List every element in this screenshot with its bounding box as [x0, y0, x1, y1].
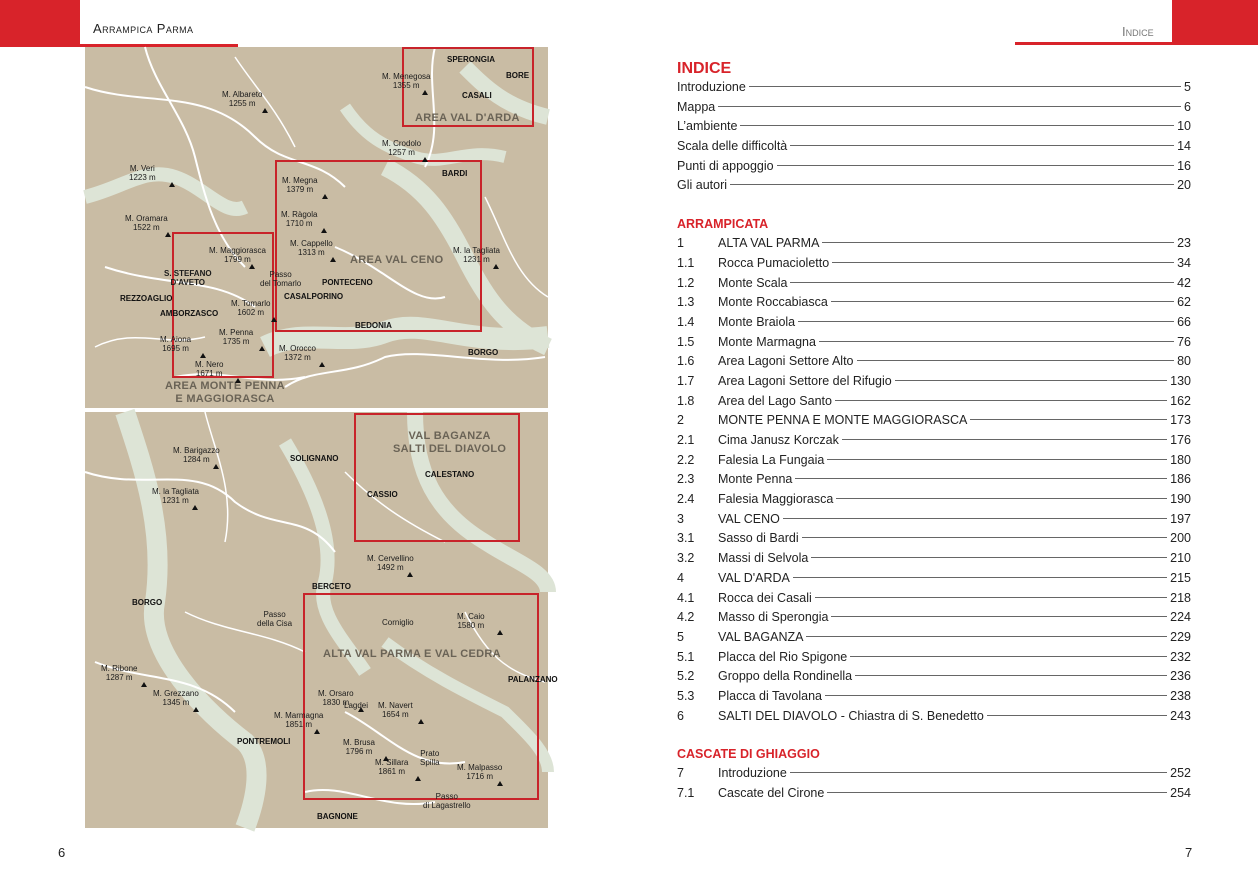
area-label-monte-penna: AREA MONTE PENNA E MAGGIORASCA: [165, 380, 285, 405]
peak-marker-icon: [330, 257, 336, 262]
toc-leader-line: [740, 125, 1174, 126]
peak-label: M. Veri 1223 m: [129, 164, 156, 182]
toc-entry[interactable]: [677, 119, 1191, 139]
toc-entry-label: Area Lagoni Settore del Rifugio: [718, 373, 892, 388]
toc-entry-label: Masso di Sperongia: [718, 610, 829, 625]
peak-label: M. la Tagliata 1231 m: [453, 246, 500, 264]
toc-title: INDICE: [677, 60, 732, 77]
toc-leader-line: [806, 636, 1167, 637]
peak-label: M. Ribone 1287 m: [101, 664, 138, 682]
toc-entry-page: 254: [1170, 786, 1191, 800]
toc-section-arrampicata: ARRAMPICATA: [677, 217, 769, 232]
toc-leader-line: [842, 439, 1167, 440]
toc-entry-label: Monte Scala: [718, 275, 788, 290]
town-label: BORGO: [132, 598, 163, 607]
peak-label: M. Albareto 1255 m: [222, 90, 263, 108]
toc-entry-label: Rocca dei Casali: [718, 590, 812, 605]
toc-leader-line: [825, 695, 1167, 696]
toc-entry[interactable]: [677, 276, 1191, 296]
toc-leader-line: [811, 557, 1167, 558]
toc-entry-number: 2: [677, 413, 684, 428]
toc-entry[interactable]: [677, 492, 1191, 512]
toc-entry-number: 4: [677, 570, 684, 585]
toc-entry-label: Cima Janusz Korczak: [718, 433, 839, 447]
toc-entry[interactable]: [677, 178, 1191, 198]
toc-entry-number: 4.1: [677, 590, 695, 605]
toc-leader-line: [827, 792, 1167, 793]
toc-entry-number: 3: [677, 511, 684, 526]
toc-entry-page: 16: [1177, 158, 1191, 173]
toc-entry-label: Monte Braiola: [718, 314, 796, 329]
toc-entry-label: Monte Marmagna: [718, 334, 816, 349]
header-right-red-block: [1172, 0, 1258, 45]
peak-marker-icon: [141, 682, 147, 687]
toc-leader-line: [777, 165, 1174, 166]
peak-marker-icon: [235, 378, 241, 383]
peak-label: M. Caio 1580 m: [457, 612, 485, 630]
toc-leader-line: [819, 341, 1174, 342]
toc-leader-line: [790, 772, 1167, 773]
town-label: BAGNONE: [317, 812, 358, 821]
toc-entry-number: 1.2: [677, 275, 695, 290]
toc-entry-number: 6: [677, 708, 684, 723]
town-label: BERCETO: [312, 582, 351, 591]
peak-label: M. Cappello 1313 m: [290, 239, 333, 257]
toc-entry-page: 210: [1170, 551, 1191, 566]
toc-entry[interactable]: [677, 610, 1191, 630]
toc-entry[interactable]: [677, 709, 1191, 729]
area-label-val-baganza: VAL BAGANZA SALTI DEL DIAVOLO: [393, 430, 507, 455]
area-label-alta-val-parma: ALTA VAL PARMA E VAL CEDRA: [323, 648, 501, 660]
toc-entry-label: SALTI DEL DIAVOLO - Chiastra di S. Benedetto: [718, 708, 984, 723]
toc-entry[interactable]: [677, 591, 1191, 611]
toc-entry[interactable]: [677, 630, 1191, 650]
toc-entry-number: 1.7: [677, 373, 695, 388]
peak-label: M. Malpasso 1716 m: [457, 763, 503, 781]
peak-marker-icon: [418, 719, 424, 724]
peak-marker-icon: [259, 346, 265, 351]
toc-entry-label: VAL BAGANZA: [718, 629, 804, 644]
toc-entry[interactable]: [677, 256, 1191, 276]
toc-entry-page: 173: [1170, 413, 1191, 428]
toc-entry-page: 200: [1170, 531, 1191, 546]
peak-marker-icon: [165, 232, 171, 237]
toc-entry[interactable]: [677, 551, 1191, 571]
peak-marker-icon: [169, 182, 175, 187]
table-of-contents: [677, 60, 1191, 806]
town-label: CALESTANO: [425, 470, 475, 479]
toc-entry[interactable]: [677, 650, 1191, 670]
toc-leader-line: [895, 380, 1167, 381]
peak-marker-icon: [200, 353, 206, 358]
toc-entry-page: 42: [1177, 275, 1191, 290]
toc-entry[interactable]: [677, 433, 1191, 453]
peak-marker-icon: [407, 572, 413, 577]
toc-entry-number: 3.1: [677, 531, 695, 546]
toc-leader-line: [835, 400, 1167, 401]
toc-entry-page: 232: [1170, 649, 1191, 664]
peak-marker-icon: [415, 776, 421, 781]
peak-marker-icon: [422, 157, 428, 162]
peak-label: M. Menegosa 1355 m: [382, 72, 431, 90]
peak-label: Corniglio: [382, 618, 414, 627]
toc-leader-line: [783, 518, 1167, 519]
toc-leader-line: [832, 262, 1174, 263]
toc-entry[interactable]: [677, 100, 1191, 120]
header-right-rule: [1015, 42, 1172, 45]
town-label: BEDONIA: [355, 321, 392, 330]
peak-label: M. Navert 1654 m: [378, 701, 413, 719]
section-title: Indice: [1122, 24, 1154, 39]
peak-label: M. Orsaro 1830 m: [318, 689, 354, 707]
toc-entry-label: VAL D'ARDA: [718, 570, 790, 585]
toc-entry-page: 224: [1170, 610, 1191, 625]
peak-label: M. Oramara 1522 m: [125, 214, 168, 232]
toc-entry[interactable]: [677, 394, 1191, 414]
peak-label: M. Marmagna 1851 m: [274, 711, 324, 729]
toc-entry-page: 215: [1170, 570, 1191, 585]
toc-entry-page: 186: [1170, 472, 1191, 487]
toc-entry[interactable]: [677, 139, 1191, 159]
toc-entry-number: 7.1: [677, 786, 695, 800]
toc-entry-page: 229: [1170, 629, 1191, 644]
toc-leader-line: [718, 106, 1181, 107]
peak-label: M. Cervellino 1492 m: [367, 554, 414, 572]
toc-entry-page: 20: [1177, 178, 1191, 193]
toc-entry-label: Groppo della Rondinella: [718, 669, 853, 684]
map-bottom: [85, 412, 558, 828]
toc-entry-number: 7: [677, 766, 684, 781]
peak-label: M. Megna 1379 m: [282, 176, 318, 194]
toc-entry-page: 162: [1170, 393, 1191, 408]
toc-entry-page: 243: [1170, 708, 1191, 723]
page-number-left: 6: [58, 845, 66, 860]
toc-entry-page: 197: [1170, 511, 1191, 526]
town-label: PONTECENO: [322, 278, 373, 287]
peak-marker-icon: [193, 707, 199, 712]
toc-entry-number: 2.1: [677, 433, 695, 447]
peak-marker-icon: [321, 228, 327, 233]
toc-entry-page: 10: [1177, 119, 1191, 134]
toc-entry[interactable]: [677, 236, 1191, 256]
toc-entry-number: 1: [677, 236, 684, 251]
peak-label: Prato Spilla: [420, 749, 440, 767]
toc-entry[interactable]: [677, 571, 1191, 591]
toc-entry-page: 80: [1177, 354, 1191, 369]
toc-entry-number: 1.4: [677, 314, 695, 329]
peak-label: M. Sillara 1861 m: [375, 758, 409, 776]
toc-leader-line: [793, 577, 1167, 578]
peak-marker-icon: [358, 707, 364, 712]
peak-marker-icon: [314, 729, 320, 734]
toc-entry-number: 1.6: [677, 354, 695, 369]
toc-entry-label: MONTE PENNA E MONTE MAGGIORASCA: [718, 413, 968, 428]
town-label: AMBORZASCO: [160, 309, 219, 318]
toc-entry[interactable]: [677, 335, 1191, 355]
town-label: SPERONGIA: [447, 55, 496, 64]
peak-label: Passo della Cisa: [257, 610, 293, 628]
toc-entry-page: 238: [1170, 688, 1191, 703]
toc-entry-page: 180: [1170, 452, 1191, 467]
peak-label: M. Tomarlo 1602 m: [231, 299, 271, 317]
town-label: BARDI: [442, 169, 468, 178]
toc-entry-label: ALTA VAL PARMA: [718, 236, 820, 251]
toc-entry-label: Mappa: [677, 99, 716, 114]
peak-marker-icon: [213, 464, 219, 469]
toc-arrampicata-list: [677, 236, 1191, 728]
toc-entry-page: 236: [1170, 669, 1191, 684]
toc-entry[interactable]: [677, 766, 1191, 786]
town-label: CASSIO: [367, 490, 398, 499]
peak-label: M. Maggiorasca 1799 m: [209, 246, 266, 264]
peak-label: Passo di Lagastrello: [423, 792, 471, 810]
toc-entry-page: 190: [1170, 492, 1191, 507]
toc-entry-label: Massi di Selvola: [718, 551, 809, 566]
toc-entry-number: 1.5: [677, 334, 695, 349]
toc-entry-page: 76: [1177, 334, 1191, 349]
toc-entry[interactable]: [677, 413, 1191, 433]
peak-label: M. Penna 1735 m: [219, 328, 254, 346]
toc-entry-label: Punti di appoggio: [677, 158, 774, 173]
toc-leader-line: [802, 537, 1168, 538]
toc-entry-label: Placca del Rio Spigone: [718, 649, 848, 664]
town-label: PALANZANO: [508, 675, 558, 684]
toc-entry[interactable]: [677, 354, 1191, 374]
toc-leader-line: [749, 86, 1181, 87]
toc-entry-label: L’ambiente: [677, 119, 738, 134]
toc-leader-line: [790, 282, 1174, 283]
peak-marker-icon: [262, 108, 268, 113]
toc-entry-number: 5.1: [677, 649, 695, 664]
toc-entry-label: Falesia Maggiorasca: [718, 492, 834, 507]
toc-entry-page: 34: [1177, 255, 1191, 270]
peak-label: Lagdei: [344, 701, 369, 710]
toc-entry-page: 6: [1184, 99, 1191, 114]
toc-section-cascate: CASCATE DI GHIAGGIO: [677, 747, 820, 762]
toc-entry-label: Introduzione: [718, 766, 787, 781]
toc-entry-number: 1.8: [677, 393, 695, 408]
town-label: CASALPORINO: [284, 292, 344, 301]
toc-leader-line: [850, 656, 1167, 657]
toc-entry-label: Rocca Pumacioletto: [718, 255, 830, 270]
toc-entry-number: 2.4: [677, 492, 695, 507]
toc-entry-label: VAL CENO: [718, 511, 780, 526]
toc-entry-label: Scala delle difficoltà: [677, 139, 788, 154]
toc-leader-line: [857, 360, 1175, 361]
map-top: [85, 47, 548, 408]
peak-label: M. Grezzano 1345 m: [153, 689, 199, 707]
toc-entry-label: Introduzione: [677, 80, 746, 94]
toc-leader-line: [827, 459, 1167, 460]
toc-entry-page: 14: [1177, 139, 1191, 154]
toc-entry-page: 62: [1177, 295, 1191, 310]
toc-entry-label: Falesia La Fungaia: [718, 452, 825, 467]
toc-intro-list: [677, 80, 1191, 198]
peak-marker-icon: [319, 362, 325, 367]
toc-entry-label: Area del Lago Santo: [718, 393, 832, 408]
peak-label: M. Barigazzo 1284 m: [173, 446, 220, 464]
area-label-val-ceno: AREA VAL CENO: [350, 254, 444, 266]
toc-entry-label: Placca di Tavolana: [718, 688, 823, 703]
toc-entry-label: Monte Roccabiasca: [718, 295, 828, 310]
toc-entry-number: 3.2: [677, 551, 695, 566]
toc-leader-line: [822, 242, 1174, 243]
toc-entry-page: 23: [1177, 236, 1191, 251]
toc-entry-number: 1.1: [677, 255, 695, 270]
peak-label: Passo del Tomarlo: [260, 270, 302, 288]
peak-label: M. la Tagliata 1231 m: [152, 487, 199, 505]
toc-leader-line: [831, 616, 1167, 617]
toc-leader-line: [795, 478, 1167, 479]
toc-leader-line: [855, 675, 1167, 676]
area-label-val-arda: AREA VAL D'ARDA: [415, 112, 520, 124]
peak-marker-icon: [497, 781, 503, 786]
toc-cascate-list: [677, 766, 1191, 805]
toc-entry-page: 176: [1170, 433, 1191, 447]
toc-entry[interactable]: [677, 80, 1191, 100]
toc-entry-label: Area Lagoni Settore Alto: [718, 354, 854, 369]
peak-marker-icon: [249, 264, 255, 269]
toc-entry[interactable]: [677, 374, 1191, 394]
town-label: BORE: [506, 71, 530, 80]
toc-entry[interactable]: [677, 295, 1191, 315]
peak-marker-icon: [497, 630, 503, 635]
toc-leader-line: [730, 184, 1174, 185]
toc-leader-line: [815, 597, 1167, 598]
toc-entry-number: 5: [677, 629, 684, 644]
toc-entry-number: 2.2: [677, 452, 695, 467]
town-label: CASALI: [462, 91, 492, 100]
toc-entry-label: Gli autori: [677, 178, 728, 193]
toc-entry-page: 218: [1170, 590, 1191, 605]
peak-marker-icon: [271, 317, 277, 322]
toc-entry-number: 2.3: [677, 472, 695, 487]
toc-entry[interactable]: [677, 472, 1191, 492]
toc-entry-number: 4.2: [677, 610, 695, 625]
toc-entry[interactable]: [677, 315, 1191, 335]
toc-entry[interactable]: [677, 689, 1191, 709]
toc-entry-page: 5: [1184, 80, 1191, 94]
peak-marker-icon: [383, 756, 389, 761]
peak-marker-icon: [192, 505, 198, 510]
book-title: Arrampica Parma: [93, 21, 194, 36]
toc-entry[interactable]: [677, 786, 1191, 806]
peak-marker-icon: [422, 90, 428, 95]
toc-entry-label: Cascate del Cirone: [718, 786, 825, 800]
toc-leader-line: [790, 145, 1174, 146]
peak-label: M. Brusa 1796 m: [343, 738, 376, 756]
toc-leader-line: [987, 715, 1167, 716]
toc-entry[interactable]: [677, 531, 1191, 551]
peak-label: M. Crodolo 1257 m: [382, 139, 422, 157]
page-number-right: 7: [1185, 845, 1193, 860]
peak-label: M. Nero 1671 m: [195, 360, 224, 378]
peak-marker-icon: [493, 264, 499, 269]
town-label: SOLIGNANO: [290, 454, 339, 463]
toc-entry-page: 66: [1177, 314, 1191, 329]
toc-entry-label: Monte Penna: [718, 472, 793, 487]
toc-entry[interactable]: [677, 512, 1191, 532]
town-label: S. STEFANO D'AVETO: [164, 269, 212, 287]
toc-entry-label: Sasso di Bardi: [718, 531, 799, 546]
toc-leader-line: [970, 419, 1167, 420]
toc-entry-number: 1.3: [677, 295, 695, 310]
toc-entry-number: 5.2: [677, 669, 695, 684]
header-left-red-block: [0, 0, 80, 47]
peak-marker-icon: [322, 194, 328, 199]
toc-entry[interactable]: [677, 453, 1191, 473]
toc-leader-line: [836, 498, 1167, 499]
peak-label: M. Ràgola 1710 m: [281, 210, 318, 228]
toc-entry-page: 252: [1170, 766, 1191, 781]
town-label: PONTREMOLI: [237, 737, 291, 746]
toc-entry-page: 130: [1170, 373, 1191, 388]
toc-leader-line: [831, 301, 1174, 302]
toc-entry-number: 5.3: [677, 688, 695, 703]
toc-entry[interactable]: [677, 669, 1191, 689]
toc-leader-line: [798, 321, 1174, 322]
town-label: REZZOAGLIO: [120, 294, 173, 303]
peak-label: M. Aiona 1695 m: [160, 335, 192, 353]
peak-label: M. Orocco 1372 m: [279, 344, 316, 362]
town-label: BORGO: [468, 348, 499, 357]
toc-entry[interactable]: [677, 159, 1191, 179]
